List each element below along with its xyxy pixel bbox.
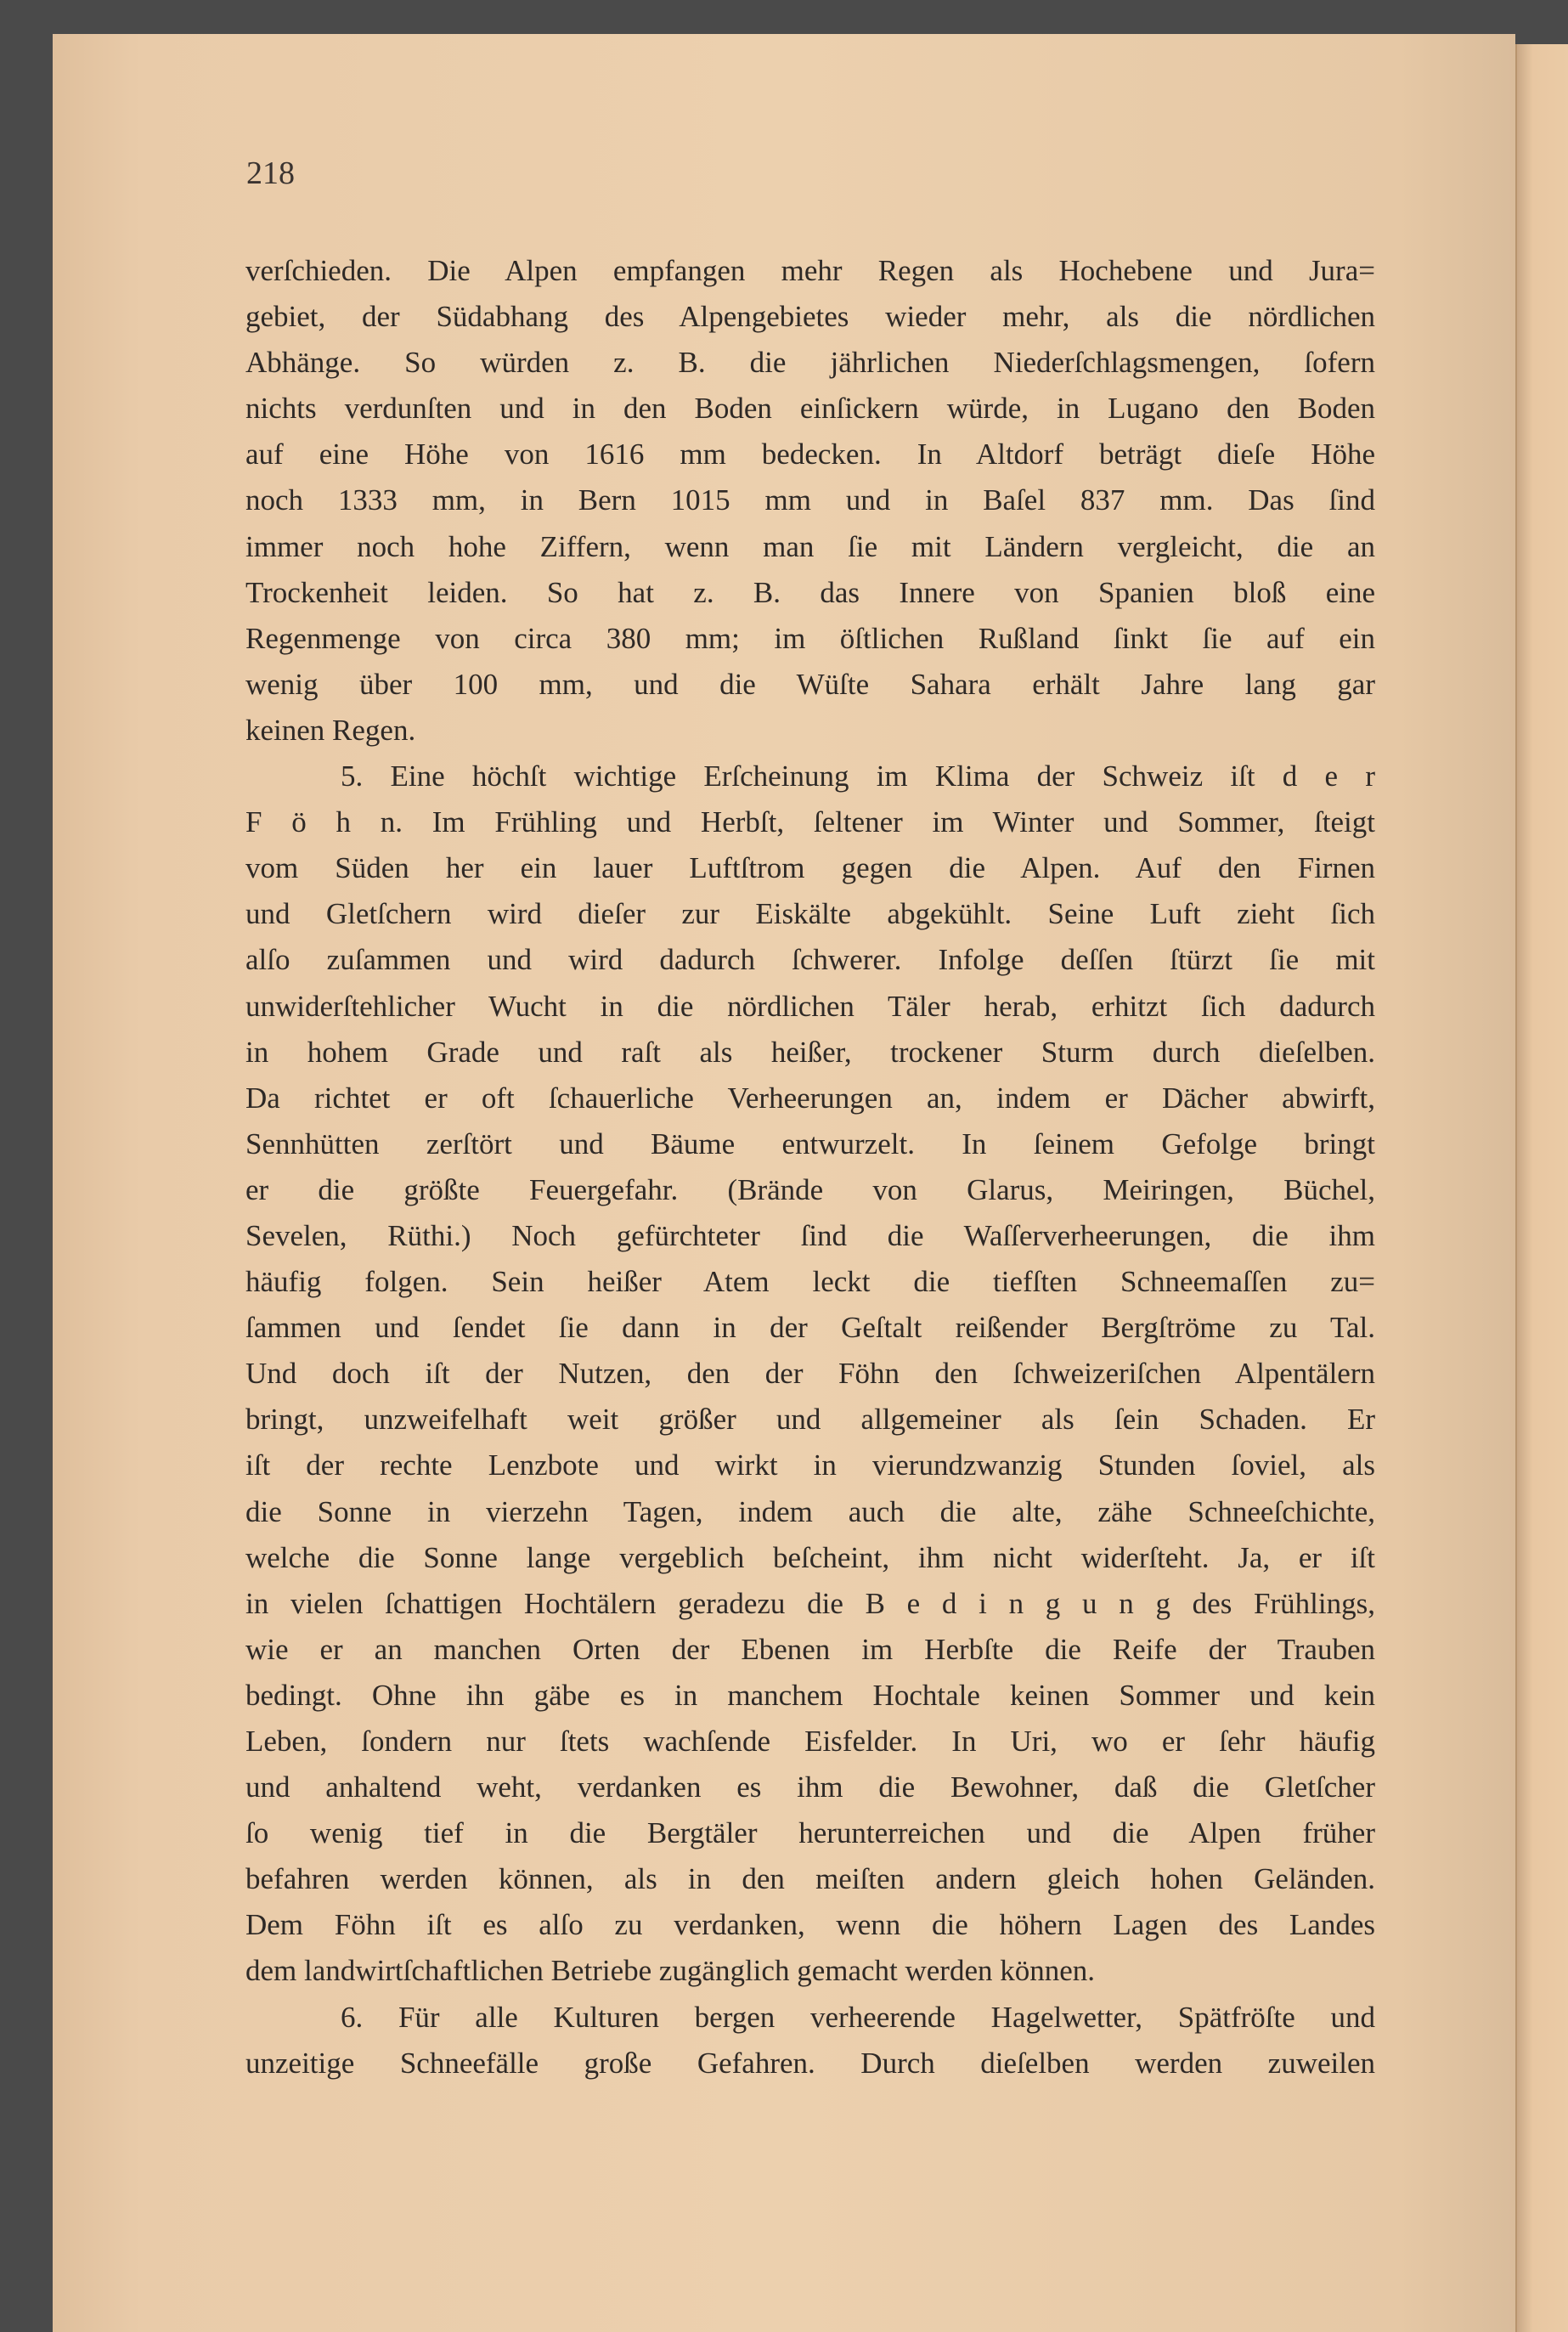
text-line: Trockenheit leiden. So hat z. B. das Innere von Spanien bloß eine <box>245 575 1375 609</box>
text-line: unzeitige Schneefälle große Gefahren. Durch dieſelben werden zuweilen <box>245 2046 1375 2080</box>
text-line: Und doch iſt der Nutzen, den der Föhn den ſchweizeriſchen Alpentälern <box>245 1357 1375 1391</box>
text-line: Sevelen, Rüthi.) Noch gefürchteter ſind die Waſſerverheerungen, die ihm <box>245 1218 1375 1252</box>
adjacent-page-edge <box>1515 44 1568 2332</box>
text-line: noch 1333 mm, in Bern 1015 mm und in Baſel 837 mm. Das ſind <box>245 483 1375 517</box>
text-line: Abhänge. So würden z. B. die jährlichen Niederſchlagsmengen, ſofern <box>245 346 1375 380</box>
page-number: 218 <box>246 155 295 191</box>
text-line: ſammen und ſendet ſie dann in der Geſtalt reißender Bergſtröme zu Tal. <box>245 1311 1375 1345</box>
text-line: vom Süden her ein lauer Luftſtrom gegen die Alpen. Auf den Firnen <box>245 851 1375 885</box>
text-line: er die größte Feuergefahr. (Brände von Glarus, Meiringen, Büchel, <box>245 1172 1375 1206</box>
text-line: 5. Eine höchſt wichtige Erſcheinung im Klima der Schweiz iſt d e r <box>341 759 1375 793</box>
text-line: die Sonne in vierzehn Tagen, indem auch die alte, zähe Schneeſchichte, <box>245 1494 1375 1528</box>
text-line: 6. Für alle Kulturen bergen verheerende Hagelwetter, Spätfröſte und <box>341 2000 1375 2034</box>
text-line: alſo zuſammen und wird dadurch ſchwerer. Infolge deſſen ſtürzt ſie mit <box>245 943 1375 977</box>
text-line: verſchieden. Die Alpen empfangen mehr Regen als Hochebene und Jura= <box>245 254 1375 287</box>
text-line: Regenmenge von circa 380 mm; im öſtlichen Rußland ſinkt ſie auf ein <box>245 621 1375 655</box>
text-line: in vielen ſchattigen Hochtälern geradezu die B e d i n g u n g des Frühlings, <box>245 1586 1375 1620</box>
text-line: ſo wenig tief in die Bergtäler herunterreichen und die Alpen früher <box>245 1816 1375 1850</box>
text-line: wenig über 100 mm, und die Wüſte Sahara erhält Jahre lang gar <box>245 667 1375 701</box>
text-line: und anhaltend weht, verdanken es ihm die Bewohner, daß die Gletſcher <box>245 1770 1375 1804</box>
text-line: Sennhütten zerſtört und Bäume entwurzelt. In ſeinem Gefolge bringt <box>245 1126 1375 1160</box>
text-line: in hohem Grade und raſt als heißer, trockener Sturm durch dieſelben. <box>245 1035 1375 1069</box>
text-line: dem landwirtſchaftlichen Betriebe zugänglich gemacht werden können. <box>245 1954 1096 1988</box>
text-line: gebiet, der Südabhang des Alpengebietes wieder mehr, als die nördlichen <box>245 300 1375 334</box>
text-line: nichts verdunſten und in den Boden einſickern würde, in Lugano den Boden <box>245 392 1375 426</box>
body-text <box>245 248 1375 2086</box>
text-line: immer noch hohe Ziffern, wenn man ſie mit Ländern vergleicht, die an <box>245 529 1375 563</box>
text-line: unwiderſtehlicher Wucht in die nördlichen Täler herab, erhitzt ſich dadurch <box>245 989 1375 1023</box>
text-line: und Gletſchern wird dieſer zur Eiskälte abgekühlt. Seine Luft zieht ſich <box>245 897 1375 931</box>
text-line: keinen Regen. <box>245 713 416 747</box>
text-line: F ö h n. Im Frühling und Herbſt, ſeltener im Winter und Sommer, ſteigt <box>245 805 1375 839</box>
text-line: auf eine Höhe von 1616 mm bedecken. In Altdorf beträgt dieſe Höhe <box>245 438 1375 471</box>
text-line: Leben, ſondern nur ſtets wachſende Eisfelder. In Uri, wo er ſehr häufig <box>245 1725 1375 1758</box>
text-line: bedingt. Ohne ihn gäbe es in manchem Hochtale keinen Sommer und kein <box>245 1678 1375 1712</box>
text-line: bringt, unzweifelhaft weit größer und allgemeiner als ſein Schaden. Er <box>245 1403 1375 1437</box>
text-line: häufig folgen. Sein heißer Atem leckt die tiefſten Schneemaſſen zu= <box>245 1265 1375 1299</box>
text-line: Da richtet er oft ſchauerliche Verheerungen an, indem er Dächer abwirft, <box>245 1081 1375 1115</box>
text-line: welche die Sonne lange vergeblich beſcheint, ihm nicht widerſteht. Ja, er iſt <box>245 1540 1375 1574</box>
text-line: befahren werden können, als in den meiſten andern gleich hohen Geländen. <box>245 1862 1375 1896</box>
text-line: wie er an manchen Orten der Ebenen im Herbſte die Reife der Trauben <box>245 1632 1375 1666</box>
text-line: iſt der rechte Lenzbote und wirkt in vierundzwanzig Stunden ſoviel, als <box>245 1448 1375 1482</box>
text-line: Dem Föhn iſt es alſo zu verdanken, wenn die höhern Lagen des Landes <box>245 1908 1375 1942</box>
